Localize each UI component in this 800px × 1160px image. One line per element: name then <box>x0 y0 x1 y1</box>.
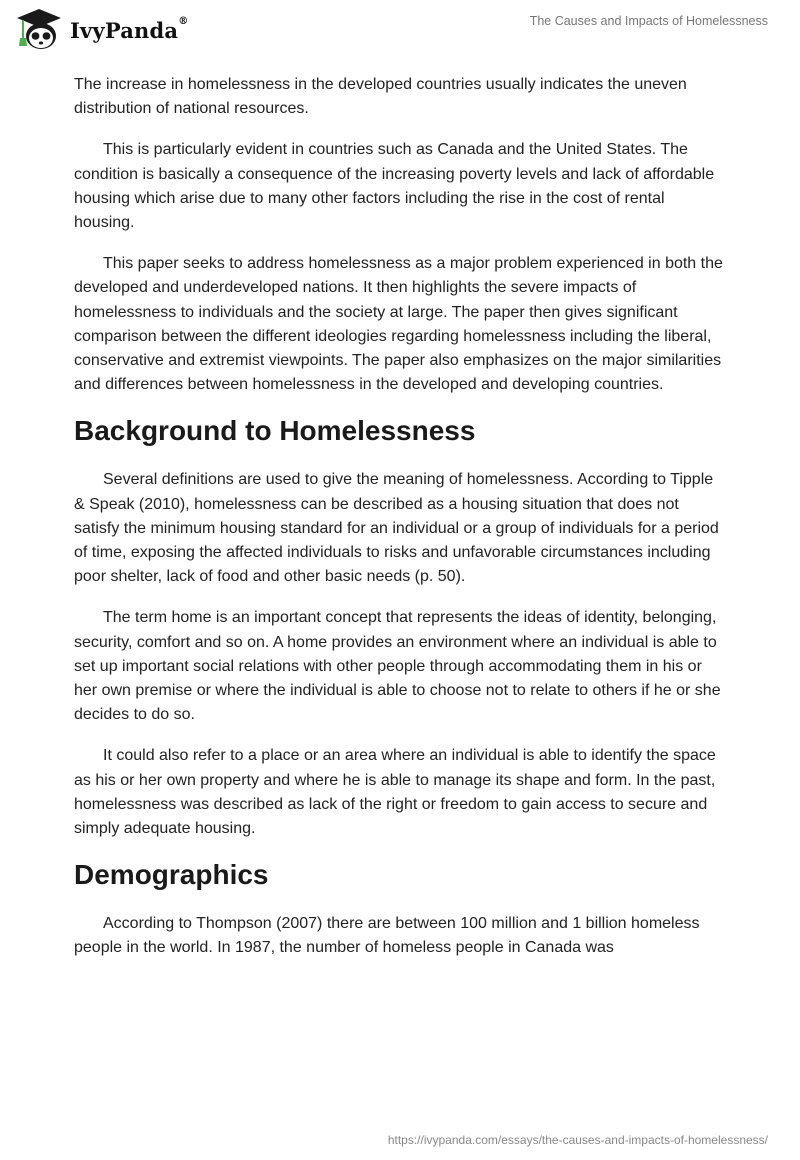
paragraph: The term home is an important concept that represents the ideas of identity, belonging, security, comfort and so on. A home provides an environment where an individual is able to set up important social relations with other people through accommodating them in his or her own premise or where the individual is able to choose not to relate to others if he or she decides to do so. <box>74 609 721 724</box>
paragraph: This paper seeks to address homelessness as a major problem experienced in both the developed and underdeveloped nations. It then highlights the severe impacts of homelessness to individuals and the society at large. The paper then gives significant comparison between the different ideologies regarding homelessness including the liberal, conservative and extremist viewpoints. The paper also emphasizes on the major similarities and differences between homelessness in the developed and developing countries. <box>74 255 723 394</box>
paragraph: According to Thompson (2007) there are between 100 million and 1 billion homeless people in the world. In 1987, the number of homeless people in Canada was <box>74 915 700 957</box>
paragraph: This is particularly evident in countries such as Canada and the United States. The condition is basically a consequence of the increasing poverty levels and lack of affordable housing which arise due to many other factors including the rise in the cost of rental housing. <box>74 141 715 232</box>
source-url[interactable]: https://ivypanda.com/essays/the-causes-and-impacts-of-homelessness/ <box>387 1133 768 1147</box>
paragraph: Several definitions are used to give the meaning of homelessness. According to Tipple & Speak (2010), homelessness can be described as a housing situation that does not satisfy the minimum housing standard for an individual or a group of individuals for a period of time, exposing the affected individuals to risks and unfavorable circumstances including poor shelter, lack of food and other basic needs (p. 50). <box>74 471 719 586</box>
paragraph: The increase in homelessness in the developed countries usually indicates the uneven distribution of national resources. <box>74 76 687 118</box>
document-title: The Causes and Impacts of Homelessness <box>529 14 768 28</box>
section-heading-background: Background to Homelessness <box>74 415 476 447</box>
brand-logo[interactable] <box>14 8 188 52</box>
section-heading-demographics: Demographics <box>74 859 269 891</box>
essay-body <box>74 73 728 978</box>
panda-graduation-cap-icon <box>14 8 64 52</box>
paragraph: It could also refer to a place or an area where an individual is able to identify the space as his or her own property and where he is able to manage its shape and form. In the past, homelessness was described as lack of the right or freedom to gain access to secure and simply adequate housing. <box>74 747 716 838</box>
brand-name: IvyPanda® <box>70 15 189 43</box>
page-header <box>0 0 800 60</box>
